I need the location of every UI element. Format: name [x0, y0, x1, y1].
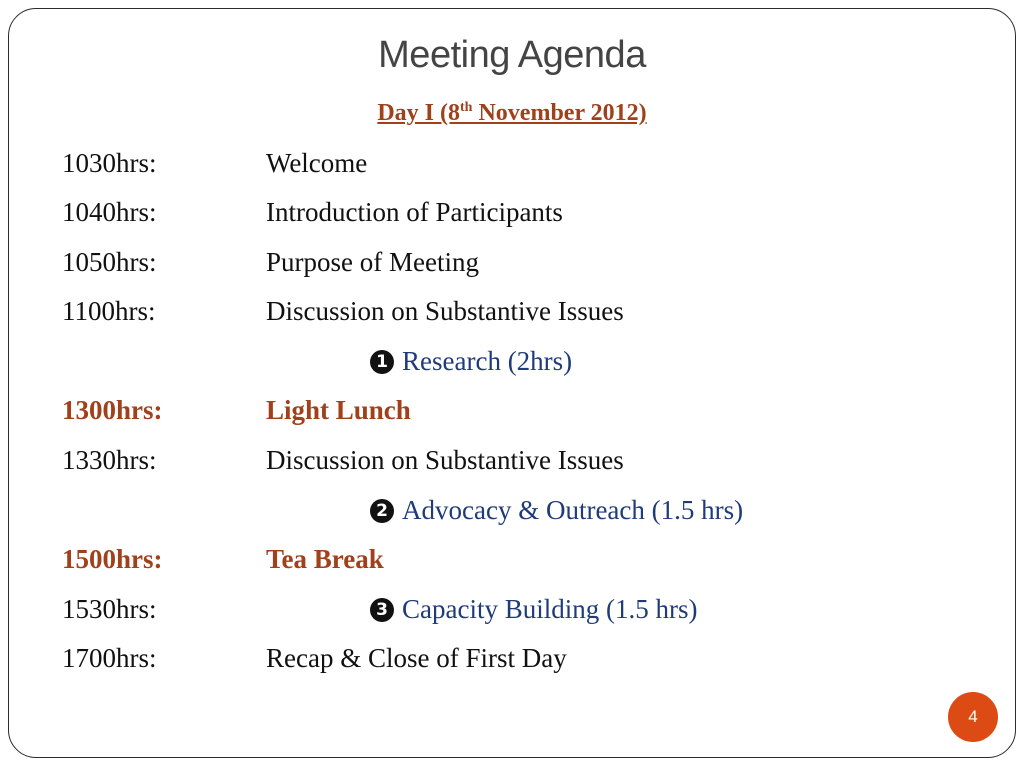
agenda-subitem: [370, 495, 743, 526]
agenda-item: Purpose of Meeting: [266, 247, 479, 277]
agenda-subitem-text: Research (2hrs): [402, 346, 573, 376]
number-3-icon: 3: [370, 598, 394, 622]
number-1-icon: 1: [370, 350, 394, 374]
agenda-time: 1050hrs:: [62, 247, 157, 277]
agenda-item: Recap & Close of First Day: [266, 643, 567, 673]
agenda-item: Discussion on Substantive Issues: [266, 296, 624, 326]
agenda-time: 1500hrs:: [62, 544, 163, 574]
agenda-time: 1300hrs:: [62, 395, 163, 425]
number-2-icon: 2: [370, 499, 394, 523]
agenda-time: 1040hrs:: [62, 197, 157, 227]
agenda-time: 1100hrs:: [62, 296, 156, 326]
agenda-time: 1030hrs:: [62, 148, 157, 178]
page-number-badge: 4: [948, 692, 998, 742]
agenda-item: Welcome: [266, 148, 368, 178]
agenda-subitem: [370, 346, 572, 377]
agenda-item: Light Lunch: [266, 395, 411, 425]
agenda-time: 1530hrs:: [62, 594, 157, 624]
day-heading-prefix: Day I (8: [377, 100, 461, 126]
agenda-time: 1330hrs:: [62, 445, 157, 475]
agenda-subitem-text: Advocacy & Outreach (1.5 hrs): [402, 495, 744, 525]
agenda-subitem: [370, 594, 697, 625]
agenda-subitem-text: Capacity Building (1.5 hrs): [402, 594, 698, 624]
agenda-item: Discussion on Substantive Issues: [266, 445, 624, 475]
day-heading: [0, 100, 1024, 127]
agenda-time: 1700hrs:: [62, 643, 157, 673]
day-heading-suffix: November 2012): [472, 100, 647, 126]
agenda-item: Introduction of Participants: [266, 197, 563, 227]
day-heading-sup: th: [460, 100, 473, 115]
agenda-item: Tea Break: [266, 544, 384, 574]
slide-title: Meeting Agenda: [378, 34, 646, 76]
